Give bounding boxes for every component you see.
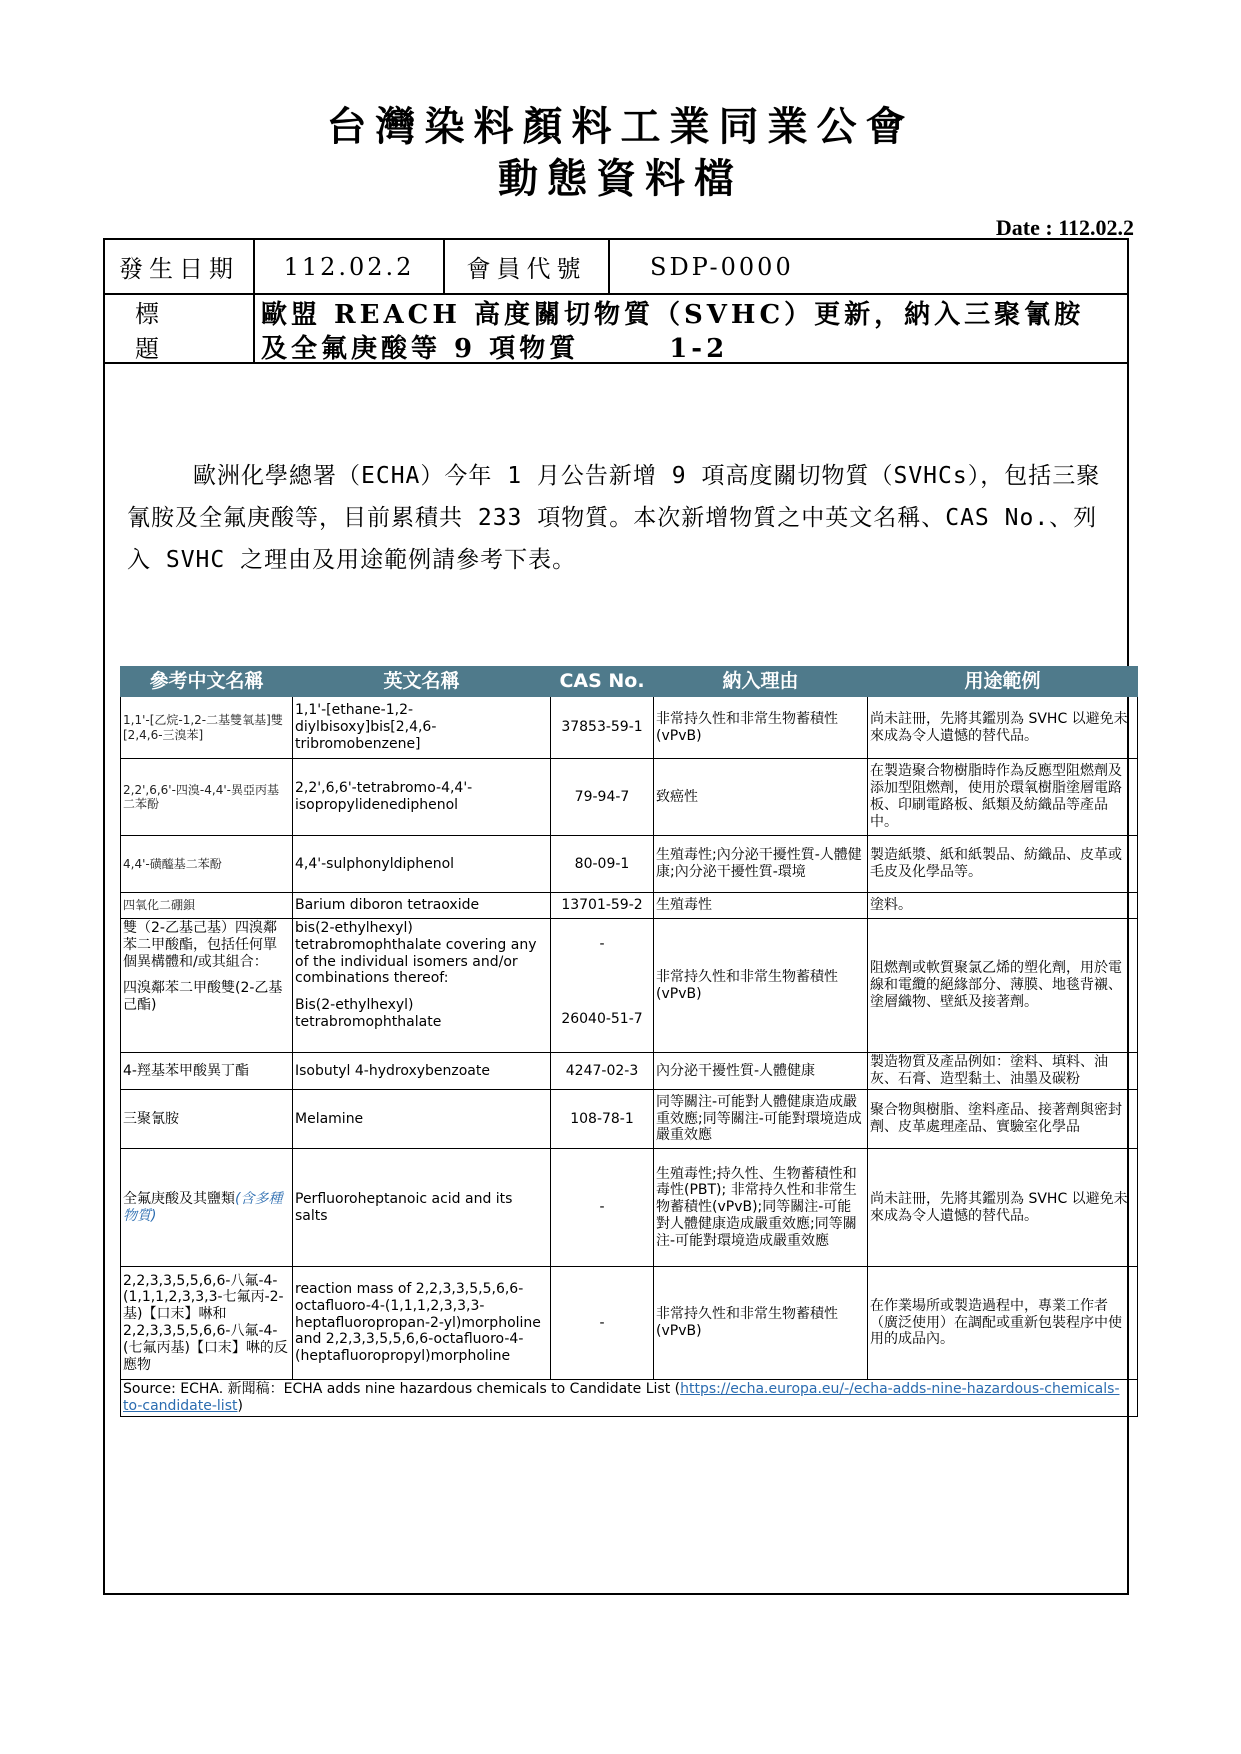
cell-use: 製造紙漿、紙和紙製品、紡織品、皮革或毛皮及化學品等。 (868, 836, 1138, 893)
cell-reason: 生殖毒性;持久性、生物蓄積性和毒性(PBT); 非常持久性和非常生物蓄積性(vPvB);同等關注-可能對人體健康造成嚴重效應;同等關注-可能對環境造成嚴重效應 (654, 1149, 868, 1267)
cell-gap (123, 970, 290, 980)
cell-zh: 四氧化二硼鋇 (121, 893, 293, 919)
cell-en-group (293, 919, 551, 1053)
cell-use: 尚未註冊，先將其鑑別為 SVHC 以避免未來成為令人遺憾的替代品。 (868, 697, 1138, 759)
cell-use: 聚合物與樹脂、塗料產品、接著劑與密封劑、皮革處理產品、實驗室化學品 (868, 1090, 1138, 1149)
cell-zh-group (121, 1149, 293, 1267)
cell-cas: 37853-59-1 (551, 697, 654, 759)
table-row (121, 1149, 1138, 1267)
table-row (121, 759, 1138, 836)
cell-cas: - (551, 1149, 654, 1267)
cell-zh: 1,1'-[乙烷-1,2-二基雙氧基]雙[2,4,6-三溴苯] (121, 697, 293, 759)
col-header-use: 用途範例 (868, 667, 1138, 697)
subject-line-2-wrap (261, 332, 1121, 366)
cell-cas: 108-78-1 (551, 1090, 654, 1149)
cell-en: Barium diboron tetraoxide (293, 893, 551, 919)
cell-zh-group (121, 919, 293, 1053)
cell-zh: 2,2,3,3,5,5,6,6-八氟-4-(1,1,1,2,3,3,3-七氟丙-2-基)【口末】啉和2,2,3,3,5,5,6,6-八氟-4-(七氟丙基)【口末】啉的反應物 (121, 1267, 293, 1380)
cell-use: 尚未註冊，先將其鑑別為 SVHC 以避免未來成為令人遺憾的替代品。 (868, 1149, 1138, 1267)
cell-en: 2,2',6,6'-tetrabromo-4,4'-isopropylidenediphenol (293, 759, 551, 836)
col-header-zh: 參考中文名稱 (121, 667, 293, 697)
table-row (121, 1090, 1138, 1149)
cell-use: 在製造聚合物樹脂時作為反應型阻燃劑及添加型阻燃劑，使用於環氧樹脂塗層電路板、印刷電路板、紙類及紡織品等產品中。 (868, 759, 1138, 836)
cell-use: 塗料。 (868, 893, 1138, 919)
source-prefix: Source: ECHA. 新聞稿：ECHA adds nine hazardous chemicals to Candidate List ( (123, 1381, 681, 1397)
source-row (121, 1380, 1138, 1417)
cell-zh: 三聚氰胺 (121, 1090, 293, 1149)
source-suffix: ) (237, 1397, 243, 1414)
cell-reason: 生殖毒性 (654, 893, 868, 919)
svhc-table (120, 666, 1138, 1417)
cell-cas: 80-09-1 (551, 836, 654, 893)
cell-cas-a: - (599, 936, 605, 952)
cell-zh-a: 雙（2-乙基己基）四溴鄰苯二甲酸酯，包括任何單個異構體和/或其組合： (123, 920, 277, 970)
cell-cas: 79-94-7 (551, 759, 654, 836)
member-label: 會員代號 (445, 240, 610, 293)
cell-use: 阻燃劑或軟質聚氯乙烯的塑化劑，用於電線和電纜的絕緣部分、薄膜、地毯背襯、塗層織物、壁紙及接著劑。 (868, 919, 1138, 1053)
source-link[interactable]: https://echa.europa.eu/-/echa-adds-nine-hazardous-chemicals-to-candidate-list (123, 1381, 1120, 1414)
document-title: 台灣染料顏料工業同業公會 (326, 103, 915, 150)
cell-zh: 全氟庚酸及其鹽類 (123, 1190, 235, 1207)
cell-en: Perfluoroheptanoic acid and its salts (293, 1149, 551, 1267)
table-row (121, 1053, 1138, 1090)
cell-en-b: Bis(2-ethylhexyl) tetrabromophthalate (295, 997, 442, 1030)
table-header-row (121, 667, 1138, 697)
subject-page: 1-2 (669, 334, 729, 364)
subject-line-2: 及全氟庚酸等 9 項物質 (261, 334, 580, 364)
cell-zh-note: (含多種物質) (123, 1190, 283, 1224)
col-header-cas: CAS No. (551, 667, 654, 697)
cell-en: reaction mass of 2,2,3,3,5,5,6,6-octafluoro-4-(1,1,1,2,3,3,3-heptafluoropropan-2-yl)morpholine and 2,2,3,3,5,5,6,6-octafluoro-4-(heptafluoropropyl)morpholine (293, 1267, 551, 1380)
cell-reason: 同等關注-可能對人體健康造成嚴重效應;同等關注-可能對環境造成嚴重效應 (654, 1090, 868, 1149)
table-row (121, 836, 1138, 893)
table-row (121, 1267, 1138, 1380)
document-date: Date : 112.02.2 (995, 215, 1134, 240)
cell-cas-group (551, 919, 654, 1053)
cell-zh: 4,4'-磺醯基二苯酚 (121, 836, 293, 893)
cell-gap (295, 987, 548, 997)
document-subtitle: 動態資料檔 (498, 155, 743, 202)
col-header-reason: 納入理由 (654, 667, 868, 697)
cell-cas: - (551, 1267, 654, 1380)
cell-cas: 13701-59-2 (551, 893, 654, 919)
cell-reason: 非常持久性和非常生物蓄積性(vPvB) (654, 919, 868, 1053)
cell-use: 製造物質及產品例如：塗料、填料、油灰、石膏、造型黏土、油墨及碳粉 (868, 1053, 1138, 1090)
info-row-2 (105, 295, 1127, 364)
cell-zh: 4-羥基苯甲酸異丁酯 (121, 1053, 293, 1090)
cell-en: Isobutyl 4-hydroxybenzoate (293, 1053, 551, 1090)
info-row-1 (105, 240, 1127, 295)
intro-paragraph: 歐洲化學總署（ECHA）今年 1 月公告新增 9 項高度關切物質（SVHCs），包括三聚氰胺及全氟庚酸等，目前累積共 233 項物質。本次新增物質之中英文名稱、CAS No.、列入 SVHC 之理由及用途範例請參考下表。 (127, 463, 1101, 573)
table-row (121, 893, 1138, 919)
cell-reason: 致癌性 (654, 759, 868, 836)
col-header-en: 英文名稱 (293, 667, 551, 697)
subject-line-1: 歐盟 REACH 高度關切物質（SVHC）更新，納入三聚氰胺 (261, 300, 1085, 330)
cell-reason: 非常持久性和非常生物蓄積性(vPvB) (654, 697, 868, 759)
cell-reason: 非常持久性和非常生物蓄積性(vPvB) (654, 1267, 868, 1380)
subject-text (261, 298, 1121, 366)
member-value: SDP-0000 (650, 252, 794, 281)
date-label: 發生日期 (105, 240, 255, 293)
cell-en: 4,4'-sulphonyldiphenol (293, 836, 551, 893)
date-value: 112.02.2 (255, 240, 445, 293)
cell-reason: 內分泌干擾性質-人體健康 (654, 1053, 868, 1090)
cell-cas: 4247-02-3 (551, 1053, 654, 1090)
cell-reason: 生殖毒性;內分泌干擾性質-人體健康;內分泌干擾性質-環境 (654, 836, 868, 893)
table-row (121, 697, 1138, 759)
cell-zh-b: 四溴鄰苯二甲酸雙(2-乙基己酯) (123, 980, 283, 1014)
subject-label: 標 題 (105, 295, 255, 362)
cell-en-a: bis(2-ethylhexyl) tetrabromophthalate covering any of the individual isomers and/or combinations thereof: (295, 920, 537, 987)
cell-en: Melamine (293, 1090, 551, 1149)
cell-use: 在作業場所或製造過程中，專業工作者（廣泛使用）在調配或重新包裝程序中使用的成品內。 (868, 1267, 1138, 1380)
table-row (121, 919, 1138, 1053)
source-cell (121, 1380, 1138, 1417)
cell-cas-b: 26040-51-7 (561, 1010, 643, 1027)
cell-en: 1,1'-[ethane-1,2-diylbisoxy]bis[2,4,6-tribromobenzene] (293, 697, 551, 759)
cell-zh: 2,2',6,6'-四溴-4,4'-異亞丙基二苯酚 (121, 759, 293, 836)
